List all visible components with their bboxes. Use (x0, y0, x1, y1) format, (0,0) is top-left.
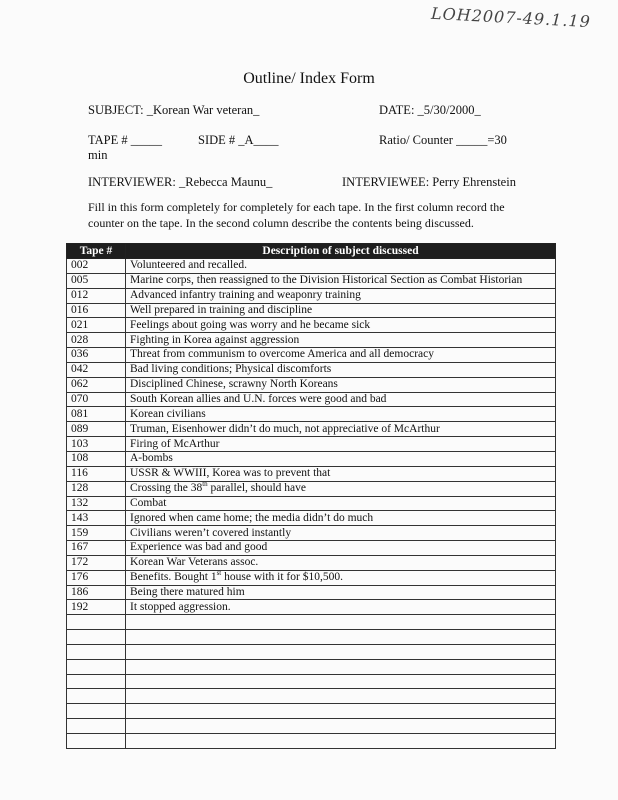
description-cell (126, 659, 556, 674)
table-row (67, 392, 556, 407)
counter-cell: 176 (67, 570, 126, 585)
table-row (67, 704, 556, 719)
counter-cell: 089 (67, 422, 126, 437)
description-text: Benefits. Bought 1 (130, 571, 217, 584)
table-row (67, 496, 556, 511)
table-row (67, 526, 556, 541)
counter-cell (67, 719, 126, 734)
subject-field: SUBJECT: _Korean War veteran_ (88, 103, 260, 117)
description-cell (126, 704, 556, 719)
table-body (67, 259, 556, 749)
table-row (67, 422, 556, 437)
date-field: DATE: _5/30/2000_ (379, 103, 481, 117)
description-cell (126, 734, 556, 749)
description-cell (126, 570, 556, 585)
description-cell: It stopped aggression. (126, 600, 556, 615)
description-header: Description of subject discussed (126, 244, 556, 259)
description-cell (126, 481, 556, 496)
ordinal-superscript: st (216, 570, 222, 578)
min-label: min (88, 148, 108, 162)
ratio-counter-field: Ratio/ Counter _____=30 (379, 133, 507, 147)
table-row (67, 600, 556, 615)
table-row (67, 644, 556, 659)
counter-cell: 062 (67, 377, 126, 392)
counter-cell: 159 (67, 526, 126, 541)
counter-cell: 021 (67, 318, 126, 333)
tape-number-header: Tape # (67, 244, 126, 259)
description-cell: Civilians weren’t covered instantly (126, 526, 556, 541)
interviewee-field: INTERVIEWEE: Perry Ehrenstein (342, 175, 516, 189)
description-cell (126, 689, 556, 704)
table-row (67, 451, 556, 466)
description-text: house with it for $10,500. (221, 571, 343, 584)
table-row (67, 555, 556, 570)
counter-cell: 143 (67, 511, 126, 526)
counter-cell: 028 (67, 333, 126, 348)
table-header-row (67, 244, 556, 259)
accession-number-handwritten: LOH2007-49.1.19 (430, 3, 592, 32)
table-row (67, 511, 556, 526)
table-row (67, 348, 556, 363)
description-cell: Well prepared in training and discipline (126, 303, 556, 318)
description-cell: Combat (126, 496, 556, 511)
counter-cell: 116 (67, 466, 126, 481)
description-cell: Korean War Veterans assoc. (126, 555, 556, 570)
counter-cell: 002 (67, 259, 126, 274)
table-row (67, 734, 556, 749)
counter-cell: 005 (67, 273, 126, 288)
counter-cell: 016 (67, 303, 126, 318)
table-row (67, 585, 556, 600)
counter-cell (67, 689, 126, 704)
table-row (67, 273, 556, 288)
table-row (67, 288, 556, 303)
table-row (67, 377, 556, 392)
table-row (67, 407, 556, 422)
table-row (67, 570, 556, 585)
table-row (67, 437, 556, 452)
counter-cell (67, 704, 126, 719)
description-cell: Korean civilians (126, 407, 556, 422)
description-text: parallel, should have (207, 482, 307, 495)
table-row (67, 659, 556, 674)
description-cell (126, 630, 556, 645)
table-row (67, 481, 556, 496)
table-row (67, 362, 556, 377)
description-cell: Being there matured him (126, 585, 556, 600)
counter-cell (67, 659, 126, 674)
description-cell (126, 674, 556, 689)
description-cell: A-bombs (126, 451, 556, 466)
interviewer-field: INTERVIEWER: _Rebecca Maunu_ (88, 175, 273, 189)
counter-cell: 070 (67, 392, 126, 407)
counter-cell: 103 (67, 437, 126, 452)
counter-cell: 012 (67, 288, 126, 303)
description-cell: Volunteered and recalled. (126, 259, 556, 274)
counter-cell (67, 615, 126, 630)
counter-cell: 081 (67, 407, 126, 422)
counter-cell: 192 (67, 600, 126, 615)
description-cell: South Korean allies and U.N. forces were good and bad (126, 392, 556, 407)
description-cell (126, 615, 556, 630)
instructions-text: Fill in this form completely for completely for each tape. In the first column record the counter on the tape. In the second column describe the contents being discussed. (88, 200, 505, 230)
description-cell: Advanced infantry training and weaponry training (126, 288, 556, 303)
counter-cell: 167 (67, 541, 126, 556)
description-cell: Firing of McArthur (126, 437, 556, 452)
form-title: Outline/ Index Form (243, 70, 375, 87)
description-cell: Marine corps, then reassigned to the Division Historical Section as Combat Historian (126, 273, 556, 288)
description-cell: Disciplined Chinese, scrawny North Koreans (126, 377, 556, 392)
counter-cell (67, 674, 126, 689)
description-cell: Threat from communism to overcome America and all democracy (126, 348, 556, 363)
table-row (67, 541, 556, 556)
table-row (67, 689, 556, 704)
table-row (67, 674, 556, 689)
tape-number-field: TAPE # _____ (88, 133, 162, 147)
table-row (67, 303, 556, 318)
description-cell: Ignored when came home; the media didn’t do much (126, 511, 556, 526)
counter-cell: 108 (67, 451, 126, 466)
description-cell (126, 719, 556, 734)
description-cell: Feelings about going was worry and he became sick (126, 318, 556, 333)
table-row (67, 615, 556, 630)
counter-cell: 132 (67, 496, 126, 511)
counter-cell: 042 (67, 362, 126, 377)
counter-cell (67, 734, 126, 749)
description-cell: Bad living conditions; Physical discomforts (126, 362, 556, 377)
description-cell (126, 644, 556, 659)
description-text: Crossing the 38 (130, 482, 203, 495)
index-table (66, 243, 556, 749)
description-cell: USSR & WWIII, Korea was to prevent that (126, 466, 556, 481)
counter-cell (67, 644, 126, 659)
counter-cell (67, 630, 126, 645)
table-row (67, 630, 556, 645)
counter-cell: 172 (67, 555, 126, 570)
table-row (67, 719, 556, 734)
table-row (67, 333, 556, 348)
counter-cell: 128 (67, 481, 126, 496)
description-cell: Truman, Eisenhower didn’t do much, not appreciative of McArthur (126, 422, 556, 437)
counter-cell: 186 (67, 585, 126, 600)
table-row (67, 259, 556, 274)
ordinal-superscript: th (202, 481, 208, 489)
table-row (67, 466, 556, 481)
side-field: SIDE # _A____ (198, 133, 279, 147)
description-cell: Fighting in Korea against aggression (126, 333, 556, 348)
counter-cell: 036 (67, 348, 126, 363)
table-row (67, 318, 556, 333)
description-cell: Experience was bad and good (126, 541, 556, 556)
